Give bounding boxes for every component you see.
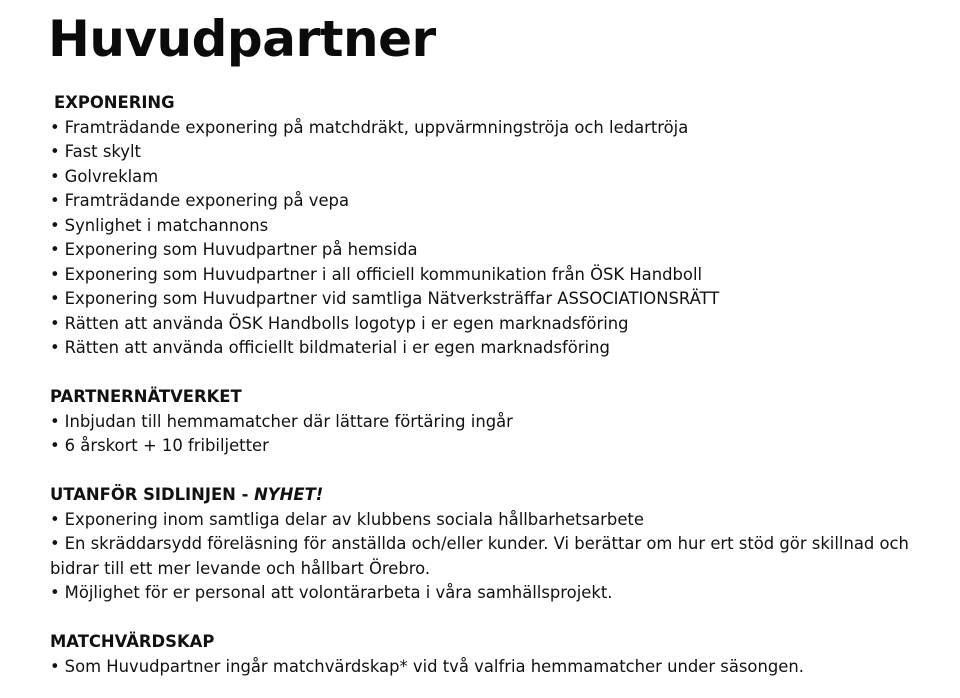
list-item [50, 434, 930, 459]
bullet-glyph: • [50, 240, 60, 259]
list-item-text: En skräddarsydd föreläsning för anställda och/eller kunder. Vi berättar om hur ert stöd gör skillnad och bidrar till ett mer levande och hållbart Örebro. [50, 534, 909, 578]
list-item-text: Fast skylt [64, 142, 141, 161]
bullet-glyph: • [50, 313, 60, 333]
item-list [50, 508, 930, 606]
list-item [50, 532, 930, 581]
bullet-glyph: • [50, 656, 60, 676]
list-item [50, 410, 930, 435]
list-item [50, 312, 930, 337]
list-item-text: Exponering inom samtliga delar av klubbens sociala hållbarhetsarbete [64, 509, 644, 529]
item-list [50, 116, 930, 361]
content [50, 91, 930, 679]
bullet-glyph: • [50, 583, 60, 602]
bullet-glyph: • [50, 215, 60, 235]
bullet-glyph: • [50, 289, 60, 308]
bullet-glyph: • [50, 166, 60, 186]
list-item [50, 238, 930, 263]
section-utanfor-sidlinjen [50, 483, 930, 606]
document [50, 0, 930, 679]
bullet-glyph: • [50, 411, 60, 431]
list-item [50, 581, 930, 606]
bullet-glyph: • [50, 191, 60, 210]
list-item [50, 287, 930, 312]
bullet-glyph: • [50, 436, 60, 455]
section-heading-text: PARTNERNÄTVERKET [50, 387, 242, 406]
list-item-text: Exponering som Huvudpartner på hemsida [64, 240, 418, 259]
list-item-text: Exponering som Huvudpartner i all officiell kommunikation från ÖSK Handboll [64, 264, 703, 284]
list-item [50, 116, 930, 141]
item-list [50, 655, 930, 680]
list-item-text: Framträdande exponering på matchdräkt, uppvärmningströja och ledartröja [64, 117, 689, 137]
list-item [50, 336, 930, 361]
section-matchvardskap [50, 630, 930, 679]
list-item [50, 165, 930, 190]
bullet-glyph: • [50, 142, 60, 161]
bullet-glyph: • [50, 117, 60, 137]
list-item [50, 263, 930, 288]
section-heading [50, 483, 930, 508]
list-item-text: Inbjudan till hemmamatcher där lättare förtäring ingår [64, 411, 513, 431]
section-heading-text: UTANFÖR SIDLINJEN - [50, 485, 255, 504]
list-item-text: Rätten att använda ÖSK Handbolls logotyp i er egen marknadsföring [64, 313, 629, 333]
list-item [50, 508, 930, 533]
section-heading-text: EXPONERING [54, 93, 175, 112]
bullet-glyph: • [50, 264, 60, 284]
section-heading [50, 385, 930, 410]
list-item [50, 214, 930, 239]
bullet-glyph: • [50, 509, 60, 529]
list-item-text: Golvreklam [64, 166, 159, 186]
list-item-text: Rätten att använda officiellt bildmaterial i er egen marknadsföring [64, 338, 610, 357]
list-item-text: Framträdande exponering på vepa [64, 191, 349, 210]
list-item [50, 655, 930, 680]
list-item-text: 6 årskort + 10 fribiljetter [64, 436, 269, 455]
list-item-text: Möjlighet för er personal att volontärarbeta i våra samhällsprojekt. [64, 583, 613, 602]
page-title: Huvudpartner [48, 10, 436, 68]
bullet-glyph: • [50, 338, 60, 357]
list-item-text: Exponering som Huvudpartner vid samtliga Nätverksträffar ASSOCIATIONSRÄTT [64, 289, 720, 308]
section-heading [50, 91, 930, 116]
list-item [50, 189, 930, 214]
list-item [50, 140, 930, 165]
list-item-text: Synlighet i matchannons [64, 215, 269, 235]
section-heading-text: MATCHVÄRDSKAP [50, 632, 215, 651]
new-badge-text: NYHET! [254, 485, 324, 504]
section-heading [50, 630, 930, 655]
bullet-glyph: • [50, 534, 60, 553]
section-exponering [50, 91, 930, 361]
section-partnernatverket [50, 385, 930, 459]
list-item-text: Som Huvudpartner ingår matchvärdskap* vid två valfria hemmamatcher under säsongen. [64, 656, 804, 676]
item-list [50, 410, 930, 459]
